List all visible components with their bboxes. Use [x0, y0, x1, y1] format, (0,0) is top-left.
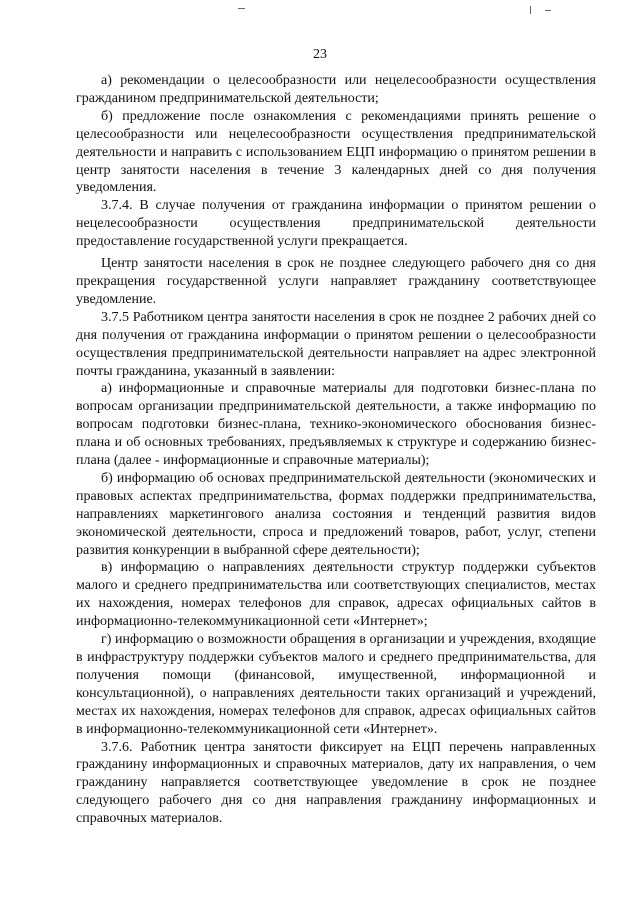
paragraph-a-recommendations: а) рекомендации о целесообразности или нецелесообразности осуществления гражданином предпринимательской деятельности; — [76, 73, 596, 106]
paragraph-b-business-basics: б) информацию об основах предпринимательской деятельности (экономических и правовых аспектах предпринимательства, формах поддержки предпринимательства, направлениях маркетингового анализа состояния и тенденций развития видов экономической деятельности, спроса и предложений товаров, работ, услуг, степени развития конкуренции в выбранной сфере деятельности); — [76, 470, 596, 558]
scan-artifact — [238, 8, 245, 9]
page-number: 23 — [313, 47, 327, 62]
scan-artifact — [545, 10, 551, 11]
document-body — [76, 72, 596, 828]
scan-artifact — [530, 6, 531, 14]
paragraph-3-7-6: 3.7.6. Работник центра занятости фиксирует на ЕЦП перечень направленных гражданину информационных и справочных материалов, дату их направления, о чем гражданину направляется соответствующее уведомление в срок не позднее следующего рабочего дня со дня направления гражданину информационных и справочных материалов. — [76, 739, 596, 827]
paragraph-b-proposal: б) предложение после ознакомления с рекомендациями принять решение о целесообразности или нецелесообразности осуществления предпринимательской деятельности и направить с использованием ЕЦП информацию о принятом решении в центр занятости населения в течение 3 календарных дней со дня получения уведомления. — [76, 108, 596, 196]
paragraph-v-support-structures: в) информацию о направлениях деятельности структур поддержки субъектов малого и среднего предпринимательства или соответствующих специалистов, местах их нахождения, номерах телефонов для справок, адресах официальных сайтов в информационно-телекоммуникационной сети «Интернет»; — [76, 560, 596, 630]
paragraph-g-infrastructure: г) информацию о возможности обращения в организации и учреждения, входящие в инфраструктуру поддержки субъектов малого и среднего предпринимательства, для получения помощи (финансовой, имущественной, информационной и консультационной), о направлениях деятельности таких организаций и учреждений, местах их нахождения, номерах телефонов для справок, адресах официальных сайтов в информационно-телекоммуникационной сети «Интернет». — [76, 632, 596, 737]
paragraph-3-7-4: 3.7.4. В случае получения от гражданина информации о принятом решении о нецелесообразности осуществления предпринимательской деятельности предоставление государственной услуги прекращается. — [76, 198, 596, 250]
paragraph-termination-notice: Центр занятости населения в срок не позднее следующего рабочего дня со дня прекращения государственной услуги направляет гражданину соответствующее уведомление. — [76, 256, 596, 307]
paragraph-3-7-5: 3.7.5 Работником центра занятости населения в срок не позднее 2 рабочих дней со дня получения от гражданина информации о принятом решении о целесообразности осуществления предпринимательской деятельности направляет на адрес электронной почты гражданина, указанный в заявлении: — [76, 309, 596, 379]
paragraph-a-info-materials: а) информационные и справочные материалы для подготовки бизнес-плана по вопросам организации предпринимательской деятельности, а также информацию по вопросам подготовки бизнес-плана, технико-экономического обоснования бизнес-плана и об основных требованиях, предъявляемых к структуре и содержанию бизнес-плана (далее - информационные и справочные материалы); — [76, 381, 596, 469]
